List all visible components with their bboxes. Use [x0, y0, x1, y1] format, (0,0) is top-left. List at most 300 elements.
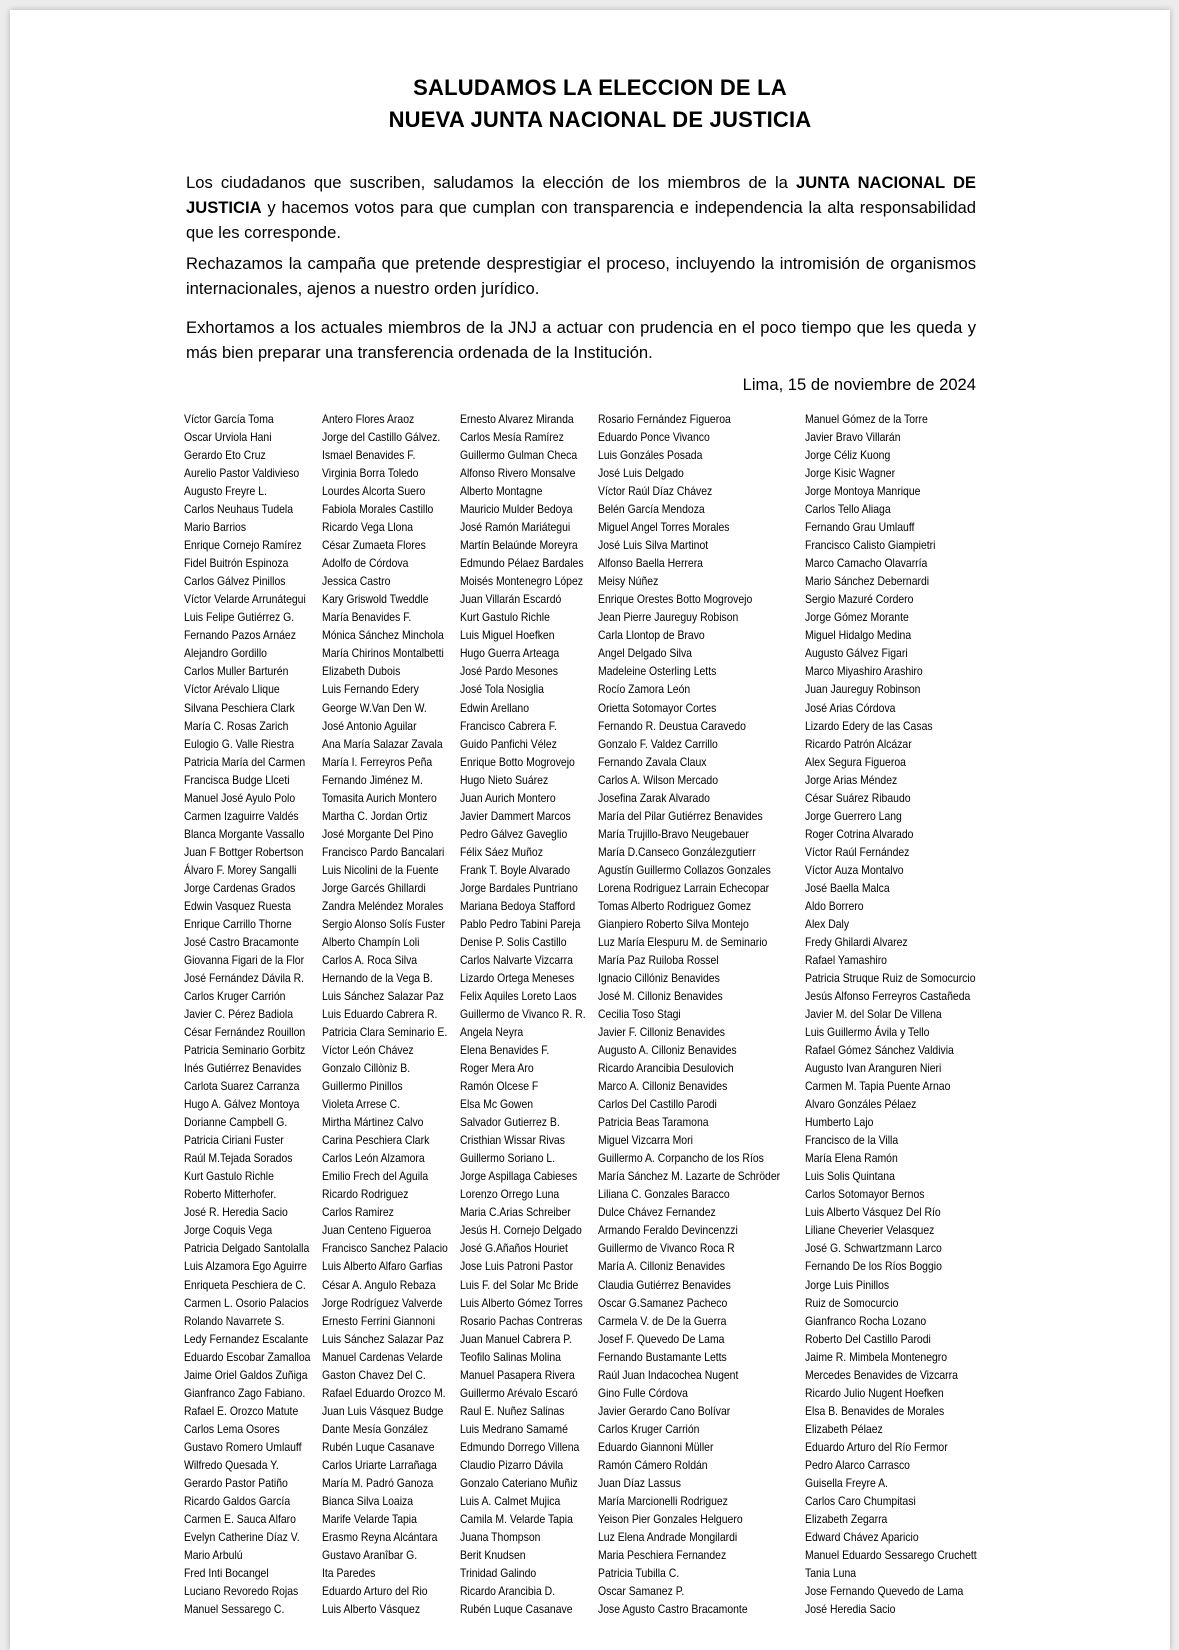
- signatory-name: Josef F. Quevedo De Lama: [598, 1332, 725, 1346]
- signatory-name: Kary Griswold Tweddle: [322, 593, 429, 607]
- signatory-name: Patricia Struque Ruiz de Somocurcio: [805, 971, 976, 985]
- signatory-name: Yeison Pier Gonzales Helguero: [598, 1512, 743, 1526]
- signatory-name: Fernando Pazos Arnáez: [184, 629, 296, 643]
- signatory-name: Edmundo Pélaez Bardales: [460, 557, 584, 571]
- signatory-name: Aurelio Pastor Valdivieso: [184, 467, 300, 481]
- signatory-name: Guillermo de Vivanco R. R.: [460, 1008, 586, 1022]
- signatory-name: Elizabeth Zegarra: [805, 1512, 888, 1526]
- signatory-name: Marco Miyashiro Arashiro: [805, 665, 923, 679]
- signatory-name: Luis A. Calmet Mujica: [460, 1494, 561, 1508]
- signatory-name: Carla Llontop de Bravo: [598, 629, 705, 643]
- signatory-name: Francisco de la Villa: [805, 1134, 899, 1148]
- signatory-name: Augusto A. Cilloniz Benavides: [598, 1044, 737, 1058]
- signatory-name: Mónica Sánchez Minchola: [322, 629, 444, 643]
- signatory-name: Carlos Ramirez: [322, 1206, 394, 1220]
- signatory-name: José Luis Silva Martinot: [598, 539, 709, 553]
- signatory-name: Ricardo Patrón Alcázar: [805, 737, 912, 751]
- signatory-name: Eduardo Ponce Vivanco: [598, 431, 710, 445]
- signatory-name: Ruiz de Somocurcio: [805, 1296, 899, 1310]
- signatory-name: Evelyn Catherine Díaz V.: [184, 1530, 300, 1544]
- signatory-name: Tomas Alberto Rodriguez Gomez: [598, 899, 752, 913]
- signatory-name: Gianpiero Roberto Silva Montejo: [598, 917, 749, 931]
- signatory-name: Claudia Gutiérrez Benavides: [598, 1278, 731, 1292]
- signatory-name: Félix Sáez Muñoz: [460, 845, 543, 859]
- signatory-name: Eduardo Escobar Zamalloa: [184, 1350, 311, 1364]
- signatory-name: Augusto Ivan Aranguren Nieri: [805, 1062, 942, 1076]
- signatory-name: Jorge Luis Pinillos: [805, 1278, 890, 1292]
- signatory-name: Manuel José Ayulo Polo: [184, 791, 296, 805]
- signatory-name: José Morgante Del Pino: [322, 827, 434, 841]
- signatory-name: Pedro Alarco Carrasco: [805, 1458, 910, 1472]
- signatory-name: Edwin Vasquez Ruesta: [184, 899, 292, 913]
- signatory-name: Alex Daly: [805, 917, 850, 931]
- signatory-column-4: [598, 411, 780, 1619]
- title-line-2: NUEVA JUNTA NACIONAL DE JUSTICIA: [388, 107, 812, 132]
- signatory-name: Pedro Gálvez Gaveglio: [460, 827, 568, 841]
- signatory-column-5: [805, 411, 977, 1619]
- signatory-name: Víctor Raúl Díaz Chávez: [598, 485, 713, 499]
- signatory-name: Cecilia Toso Stagi: [598, 1008, 681, 1022]
- signatory-name: Fernando R. Deustua Caravedo: [598, 719, 746, 733]
- signatory-name: Javier Gerardo Cano Bolívar: [598, 1404, 731, 1418]
- signatory-name: Rafael Yamashiro: [805, 953, 887, 967]
- signatory-name: José Tola Nosiglia: [460, 683, 544, 697]
- signatory-name: Carlos Tello Aliaga: [805, 503, 891, 517]
- signatory-name: Luis Medrano Samamé: [460, 1422, 568, 1436]
- signatory-name: María Marcionelli Rodriguez: [598, 1494, 728, 1508]
- signatory-name: Fabiola Morales Castillo: [322, 503, 434, 517]
- signatory-name: Ignacio Cillóniz Benavides: [598, 971, 720, 985]
- signatory-name: Guido Panfichi Vélez: [460, 737, 557, 751]
- signatory-name: Gonzalo F. Valdez Carrillo: [598, 737, 718, 751]
- signatory-name: María del Pilar Gutiérrez Benavides: [598, 809, 763, 823]
- signatory-name: Luis Nicolini de la Fuente: [322, 863, 439, 877]
- signatory-name: Roger Mera Aro: [460, 1062, 534, 1076]
- signatory-name: José G. Schwartzmann Larco: [805, 1242, 942, 1256]
- signatory-name: Felix Aquiles Loreto Laos: [460, 990, 577, 1003]
- signatory-name: Hugo Nieto Suárez: [460, 773, 549, 787]
- signatory-name: Jesús H. Cornejo Delgado: [460, 1224, 582, 1238]
- signatory-name: Claudio Pizarro Dávila: [460, 1458, 564, 1472]
- signatory-name: Maria Peschiera Fernandez: [598, 1548, 727, 1562]
- signatory-name: Luz Elena Andrade Mongilardi: [598, 1530, 738, 1544]
- paragraph-greeting: [186, 170, 976, 245]
- signatory-name: Ernesto Alvarez Miranda: [460, 413, 574, 426]
- signatory-name: Lizardo Ortega Meneses: [460, 971, 575, 985]
- signatory-name: Sergio Alonso Solís Fuster: [322, 917, 445, 931]
- signatory-name: Luis Felipe Gutiérrez G.: [184, 611, 295, 625]
- signatory-name: Patricia Ciriani Fuster: [184, 1134, 284, 1148]
- signatory-name: Hugo Guerra Arteaga: [460, 647, 560, 661]
- signatory-name: Mariana Bedoya Stafford: [460, 899, 576, 913]
- signatory-name: Víctor García Toma: [184, 413, 274, 426]
- signatory-name: Mirtha Mártinez Calvo: [322, 1116, 424, 1130]
- signatory-name: César Fernández Rouillon: [184, 1026, 306, 1040]
- signatory-name: César Suárez Ribaudo: [805, 791, 911, 805]
- signatory-name: Javier Dammert Marcos: [460, 809, 571, 823]
- signatory-name: Lorena Rodriguez Larrain Echecopar: [598, 881, 770, 895]
- signatory-name: Juana Thompson: [460, 1530, 541, 1544]
- signatory-name: Violeta Arrese C.: [322, 1098, 401, 1112]
- signatory-name: Jessica Castro: [322, 575, 391, 589]
- signatory-name: Miguel Hidalgo Medina: [805, 629, 912, 643]
- signatory-name: Dante Mesía González: [322, 1422, 429, 1436]
- signatory-name: Fernando Grau Umlauff: [805, 521, 915, 535]
- signatory-name: María C. Rosas Zarich: [184, 719, 289, 733]
- signatory-name: Roberto Mitterhofer.: [184, 1188, 277, 1202]
- signatory-name: José Castro Bracamonte: [184, 935, 299, 949]
- signatory-name: Guillermo Pinillos: [322, 1080, 403, 1094]
- signatory-name: José Luis Delgado: [598, 467, 684, 481]
- signatory-name: José Baella Malca: [805, 881, 890, 895]
- signatory-name: Antero Flores Araoz: [322, 413, 415, 426]
- signatory-name: Blanca Morgante Vassallo: [184, 827, 305, 841]
- signatory-name: Gonzalo Cillòniz B.: [322, 1062, 411, 1076]
- signatory-name: Carmen L. Osorio Palacios: [184, 1296, 309, 1310]
- signatory-name: Augusto Gálvez Figari: [805, 647, 908, 661]
- signatory-name: Roger Cotrina Alvarado: [805, 827, 914, 841]
- signatory-name: María I. Ferreyros Peña: [322, 755, 433, 769]
- signatory-name: Javier M. del Solar De Villena: [805, 1008, 942, 1022]
- signatory-name: Bianca Silva Loaiza: [322, 1494, 414, 1508]
- signatory-name: Jaime Oriel Galdos Zuñiga: [184, 1368, 308, 1382]
- signatory-name: Guillermo A. Corpancho de los Ríos: [598, 1152, 764, 1166]
- signatory-name: Raúl Juan Indacochea Nugent: [598, 1368, 739, 1382]
- signatory-name: Fernando Zavala Claux: [598, 755, 707, 769]
- signatory-name: Maria C.Arias Schreiber: [460, 1206, 571, 1220]
- signatory-name: Carlos Gálvez Pinillos: [184, 575, 286, 589]
- signatory-name: Edwin Arellano: [460, 701, 530, 715]
- signatory-name: María Benavides F.: [322, 611, 412, 625]
- signatory-name: Wilfredo Quesada Y.: [184, 1458, 279, 1472]
- signatory-name: George W.Van Den W.: [322, 701, 427, 715]
- signatory-name: Manuel Cardenas Velarde: [322, 1350, 443, 1364]
- signatory-name: Jorge Gómez Morante: [805, 611, 909, 625]
- signatory-name: Alberto Champín Loli: [322, 935, 420, 949]
- signatory-name: Enrique Orestes Botto Mogrovejo: [598, 593, 753, 607]
- signatory-name: Kurt Gastulo Richle: [460, 611, 550, 625]
- signatory-name: Roberto Del Castillo Parodi: [805, 1332, 931, 1346]
- signatory-name: Carlos Kruger Carrión: [598, 1422, 700, 1436]
- signatory-name: Ricardo Rodriguez: [322, 1188, 409, 1202]
- signatory-name: Jorge Bardales Puntriano: [460, 881, 578, 895]
- signatory-name: Patricia Delgado Santolalla: [184, 1242, 310, 1256]
- signatory-name: Teofilo Salinas Molina: [460, 1350, 561, 1364]
- paragraph-1-start: Los ciudadanos que suscriben, saludamos la elección de los miembros de la: [186, 173, 797, 192]
- signatory-name: María Sánchez M. Lazarte de Schröder: [598, 1170, 781, 1184]
- paragraph-rejection: Rechazamos la campaña que pretende desprestigiar el proceso, incluyendo la intromisión de organismos internacionales, ajenos a nuestro orden jurídico.: [186, 254, 976, 298]
- signatory-name: Jorge Coquis Vega: [184, 1224, 273, 1238]
- signatory-name: Raúl M.Tejada Sorados: [184, 1152, 293, 1166]
- signatory-name: Gaston Chavez Del C.: [322, 1368, 426, 1382]
- signatory-name: Alberto Montagne: [460, 485, 543, 499]
- signatory-name: Carmen E. Sauca Alfaro: [184, 1512, 296, 1526]
- signatory-name: José Pardo Mesones: [460, 665, 559, 679]
- signatory-name: Tania Luna: [805, 1567, 857, 1580]
- signatory-name: Guillermo Gulman Checa: [460, 449, 578, 463]
- signatory-name: Rosario Fernández Figueroa: [598, 413, 731, 426]
- signatory-name: Juan F Bottger Robertson: [184, 845, 304, 859]
- signatory-name: Patricia Clara Seminario E.: [322, 1026, 448, 1040]
- signatory-name: Emilio Frech del Aguila: [322, 1170, 429, 1184]
- paragraph-exhortation: Exhortamos a los actuales miembros de la JNJ a actuar con prudencia en el poco tiempo que les queda y más bien preparar una transferencia ordenada de la Institución.: [186, 318, 976, 362]
- signatory-name: Marife Velarde Tapia: [322, 1512, 417, 1526]
- signatory-name: Javier C. Pérez Badiola: [184, 1008, 294, 1022]
- signatory-name: José Fernández Dávila R.: [184, 971, 305, 985]
- signatory-name: Luis Eduardo Cabrera R.: [322, 1008, 438, 1022]
- signatory-name: Patricia Beas Taramona: [598, 1116, 709, 1130]
- signatory-name: José G.Añaños Houriet: [460, 1242, 568, 1256]
- signatory-name: Luis Alberto Vásquez Del Río: [805, 1206, 941, 1220]
- signatory-name: Luciano Revoredo Rojas: [184, 1585, 299, 1599]
- signatory-name: Humberto Lajo: [805, 1116, 874, 1130]
- signatory-name: María Elena Ramón: [805, 1152, 898, 1166]
- signatory-name: Carlos León Alzamora: [322, 1152, 425, 1166]
- signatory-name: Mario Arbulú: [184, 1548, 243, 1562]
- signatory-name: Dorianne Campbell G.: [184, 1116, 288, 1130]
- signatory-name: Kurt Gastulo Richle: [184, 1170, 274, 1184]
- signatory-name: Miguel Vizcarra Mori: [598, 1134, 693, 1148]
- signatory-name: María M. Padró Ganoza: [322, 1476, 434, 1490]
- signatory-name: Enriqueta Peschiera de C.: [184, 1278, 306, 1292]
- signatory-name: Marco A. Cilloniz Benavides: [598, 1080, 728, 1094]
- signatory-name: Juan Villarán Escardó: [460, 593, 562, 607]
- signatory-name: Oscar Urviola Hani: [184, 431, 272, 445]
- signatory-name: Ana María Salazar Zavala: [322, 737, 443, 751]
- signatory-name: José Antonio Aguilar: [322, 719, 417, 733]
- signatory-name: Rubén Luque Casanave: [322, 1440, 435, 1454]
- paragraph-1-end: y hacemos votos para que cumplan con transparencia e independencia la alta responsabilidad que les corresponde.: [186, 198, 976, 242]
- signatory-name: Jose Luis Patroni Pastor: [460, 1260, 574, 1274]
- signatory-name: Carlos Nalvarte Vizcarra: [460, 953, 573, 967]
- signatory-name: Edmundo Dorrego Villena: [460, 1440, 580, 1454]
- signatory-name: Luis Alberto Vásquez: [322, 1603, 421, 1617]
- signatory-name: Patricia Seminario Gorbitz: [184, 1044, 306, 1058]
- signatory-name: Orietta Sotomayor Cortes: [598, 701, 717, 715]
- signatory-name: Agustín Guillermo Collazos Gonzales: [598, 863, 771, 877]
- signatory-name: Manuel Sessarego C.: [184, 1603, 285, 1617]
- signatory-name: Gianfranco Rocha Lozano: [805, 1314, 927, 1328]
- signatory-name: Tomasita Aurich Montero: [322, 791, 437, 805]
- signatory-name: Guisella Freyre A.: [805, 1476, 888, 1490]
- signatory-name: Angel Delgado Silva: [598, 647, 692, 661]
- signatory-name: Juan Díaz Lassus: [598, 1476, 681, 1490]
- signatory-name: Fredy Ghilardi Alvarez: [805, 935, 908, 949]
- signatory-name: Juan Luis Vásquez Budge: [322, 1404, 444, 1418]
- signatory-name: Jorge Guerrero Lang: [805, 809, 902, 823]
- signatory-name: Rafael Gómez Sánchez Valdivia: [805, 1044, 954, 1058]
- signatory-name: Inés Gutiérrez Benavides: [184, 1062, 302, 1076]
- signatory-name: José Ramón Mariátegui: [460, 521, 571, 535]
- signatory-name: Francisco Cabrera F.: [460, 719, 557, 733]
- signatory-name: Jorge Aspillaga Cabieses: [460, 1170, 578, 1184]
- signatory-name: Salvador Gutierrez B.: [460, 1116, 560, 1130]
- signatory-name: Víctor Arévalo Llique: [184, 683, 280, 697]
- signatory-name: Elena Benavides F.: [460, 1044, 550, 1058]
- signatory-name: Rafael E. Orozco Matute: [184, 1404, 299, 1418]
- signatory-name: Manuel Gómez de la Torre: [805, 413, 928, 426]
- signatory-name: Gerardo Pastor Patiño: [184, 1476, 288, 1490]
- signatory-name: Guillermo Soriano L.: [460, 1152, 556, 1166]
- signatory-name: Javier Bravo Villarán: [805, 431, 901, 445]
- signatory-name: Víctor León Chávez: [322, 1044, 414, 1058]
- signatory-name: Alex Segura Figueroa: [805, 755, 906, 769]
- signatory-name: Carmen Izaguirre Valdés: [184, 809, 299, 823]
- signatory-name: César A. Angulo Rebaza: [322, 1278, 436, 1292]
- signatory-name: Manuel Eduardo Sessarego Cruchett: [805, 1548, 977, 1562]
- signatory-name: Juan Jaureguy Robinson: [805, 683, 921, 697]
- signatory-name: Lourdes Alcorta Suero: [322, 485, 426, 499]
- signatory-name: Javier F. Cilloniz Benavides: [598, 1026, 726, 1040]
- signatory-name: Carlos Kruger Carrión: [184, 990, 286, 1003]
- signatory-name: Silvana Peschiera Clark: [184, 701, 295, 715]
- signatory-name: Patricia Tubilla C.: [598, 1567, 680, 1580]
- signatory-name: Ricardo Arancibia D.: [460, 1585, 556, 1599]
- signatory-name: Francisca Budge Llceti: [184, 773, 290, 787]
- signatory-name: Carlos Lema Osores: [184, 1422, 280, 1436]
- signatory-name: Fred Inti Bocangel: [184, 1567, 269, 1580]
- signatory-name: Luis Gonzáles Posada: [598, 449, 703, 463]
- signatory-name: Jorge Cardenas Grados: [184, 881, 296, 895]
- signatory-name: Carlos A. Wilson Mercado: [598, 773, 719, 787]
- signatory-name: Berit Knudsen: [460, 1548, 526, 1562]
- signatory-name: Luz María Elespuru M. de Seminario: [598, 935, 768, 949]
- signatory-name: Meisy Núñez: [598, 575, 659, 589]
- signatory-name: Jesús Alfonso Ferreyros Castañeda: [805, 990, 971, 1003]
- document-title: [10, 72, 1179, 136]
- signatory-name: Patricia María del Carmen: [184, 755, 306, 769]
- signatory-name: Trinidad Galindo: [460, 1567, 537, 1580]
- signatory-name: Giovanna Figari de la Flor: [184, 953, 305, 967]
- signatory-name: Carlos Mesía Ramírez: [460, 431, 564, 445]
- signatory-name: Ramón Olcese F: [460, 1080, 539, 1094]
- signatory-name: Francisco Sanchez Palacio: [322, 1242, 448, 1256]
- signatory-name: Carlos Caro Chumpitasi: [805, 1494, 916, 1508]
- signatory-name: Víctor Raúl Fernández: [805, 845, 910, 859]
- signatory-name: Alfonso Baella Herrera: [598, 557, 703, 571]
- signatory-name: María Trujillo-Bravo Neugebauer: [598, 827, 749, 841]
- signatory-name: Rosario Pachas Contreras: [460, 1314, 583, 1328]
- signatory-name: Luis Fernando Edery: [322, 683, 419, 697]
- signatory-name: María D.Canseco Gonzálezgutierr: [598, 845, 756, 859]
- signatory-name: Luis Sánchez Salazar Paz: [322, 990, 444, 1003]
- signatory-name: Martín Belaúnde Moreyra: [460, 539, 578, 553]
- signatory-name: Elsa B. Benavides de Morales: [805, 1404, 945, 1418]
- signatory-name: Jorge Arias Méndez: [805, 773, 898, 787]
- signatory-name: Ramón Cámero Roldán: [598, 1458, 708, 1472]
- signatory-name: Enrique Cornejo Ramírez: [184, 539, 302, 553]
- signatory-name: Luis F. del Solar Mc Bride: [460, 1278, 579, 1292]
- signatory-name: Jorge del Castillo Gálvez.: [322, 431, 441, 445]
- signatory-name: Carlos A. Roca Silva: [322, 953, 418, 967]
- signatory-name: Manuel Pasapera Rivera: [460, 1368, 575, 1382]
- signatory-name: Moisés Montenegro López: [460, 575, 583, 589]
- signatory-name: Fidel Buitrón Espinoza: [184, 557, 289, 571]
- signatory-name: Gustavo Romero Umlauff: [184, 1440, 302, 1454]
- signatory-name: Luis Alzamora Ego Aguirre: [184, 1260, 307, 1274]
- signatory-name: Camila M. Velarde Tapia: [460, 1512, 573, 1526]
- signatory-column-3: [460, 411, 586, 1619]
- signatory-name: Álvaro F. Morey Sangalli: [184, 863, 297, 877]
- signatory-name: Gino Fulle Córdova: [598, 1386, 688, 1400]
- signatory-name: Enrique Botto Mogrovejo: [460, 755, 575, 769]
- signatory-name: Josefina Zarak Alvarado: [598, 791, 710, 805]
- signatory-name: Carlos Del Castillo Parodi: [598, 1098, 717, 1112]
- signatory-name: Gustavo Aranîbar G.: [322, 1548, 418, 1562]
- paragraph-1-bold: JUNTA NACIONAL DE JUSTICIA: [186, 173, 976, 217]
- signatory-name: Hugo A. Gálvez Montoya: [184, 1098, 300, 1112]
- signatory-name: Guillermo Arévalo Escaró: [460, 1386, 578, 1400]
- signatory-name: Carina Peschiera Clark: [322, 1134, 430, 1148]
- signatory-name: Liliane Cheverier Velasquez: [805, 1224, 935, 1238]
- signatory-name: Juan Aurich Montero: [460, 791, 556, 805]
- signatory-name: María A. Cilloniz Benavides: [598, 1260, 726, 1274]
- signatory-name: José R. Heredia Sacio: [184, 1206, 288, 1220]
- signatory-name: Carlos Sotomayor Bernos: [805, 1188, 925, 1202]
- signatory-name: Ricardo Galdos García: [184, 1494, 291, 1508]
- signatory-name: Jorge Rodríguez Valverde: [322, 1296, 443, 1310]
- signatory-name: Luis Miguel Hoefken: [460, 629, 555, 643]
- signatory-name: Gonzalo Cateriano Muñiz: [460, 1476, 578, 1490]
- signatory-name: Ita Paredes: [322, 1567, 376, 1580]
- signatory-name: Gianfranco Zago Fabiano.: [184, 1386, 306, 1400]
- signatory-name: Rocío Zamora León: [598, 683, 691, 697]
- signatory-name: Mauricio Mulder Bedoya: [460, 503, 573, 517]
- signatory-name: Mercedes Benavides de Vizcarra: [805, 1368, 958, 1382]
- signatory-name: Carlos Muller Barturén: [184, 665, 289, 679]
- signatory-name: Luis Solis Quintana: [805, 1170, 895, 1184]
- signatory-name: Víctor Auza Montalvo: [805, 863, 904, 877]
- signatory-name: Luis Sánchez Salazar Paz: [322, 1332, 444, 1346]
- signatory-name: Francisco Pardo Bancalari: [322, 845, 445, 859]
- signatory-name: Alejandro Gordillo: [184, 647, 267, 661]
- signatory-name: Adolfo de Córdova: [322, 557, 409, 571]
- signatory-name: Lorenzo Orrego Luna: [460, 1188, 560, 1202]
- signatory-column-1: [184, 411, 310, 1619]
- signatory-name: Alfonso Rivero Monsalve: [460, 467, 576, 481]
- signatory-name: Carlota Suarez Carranza: [184, 1080, 300, 1094]
- signatory-name: Erasmo Reyna Alcántara: [322, 1530, 438, 1544]
- signatory-name: Mario Barrios: [184, 521, 247, 535]
- signatory-name: Jorge Céliz Kuong: [805, 449, 891, 463]
- signatory-name: Oscar G.Samanez Pacheco: [598, 1296, 728, 1310]
- signatory-name: Fernando Jiménez M.: [322, 773, 423, 787]
- signatory-name: Zandra Meléndez Morales: [322, 899, 444, 913]
- signatory-name: Carlos Neuhaus Tudela: [184, 503, 294, 517]
- signatory-name: Augusto Freyre L.: [184, 485, 267, 499]
- signatory-name: Elizabeth Pélaez: [805, 1422, 883, 1436]
- signatory-name: Miguel Angel Torres Morales: [598, 521, 730, 535]
- signatory-name: Eduardo Arturo del Rio: [322, 1585, 428, 1599]
- signatory-name: Alvaro Gonzáles Pélaez: [805, 1098, 917, 1112]
- signatory-name: Jorge Kisic Wagner: [805, 467, 896, 481]
- signatory-name: Ricardo Julio Nugent Hoefken: [805, 1386, 944, 1400]
- signatory-name: Armando Feraldo Devincenzzi: [598, 1224, 738, 1238]
- signatory-name: Ernesto Ferrini Giannoni: [322, 1314, 436, 1328]
- signatory-name: Elizabeth Dubois: [322, 665, 401, 679]
- signatory-name: Francisco Calisto Giampietri: [805, 539, 936, 553]
- signatory-name: José Arias Córdova: [805, 701, 896, 715]
- signatory-name: Jose Fernando Quevedo de Lama: [805, 1585, 964, 1599]
- signatory-name: Víctor Velarde Arrunátegui: [184, 593, 306, 607]
- signatory-name: Martha C. Jordan Ortiz: [322, 809, 428, 823]
- signatory-name: Cristhian Wissar Rivas: [460, 1134, 565, 1148]
- document-date: Lima, 15 de noviembre de 2024: [742, 375, 976, 394]
- signatory-name: Rolando Navarrete S.: [184, 1314, 285, 1328]
- signatory-name: Jorge Montoya Manrique: [805, 485, 921, 499]
- signatory-name: Enrique Carrillo Thorne: [184, 917, 292, 931]
- signatory-name: Mario Sánchez Debernardi: [805, 575, 930, 589]
